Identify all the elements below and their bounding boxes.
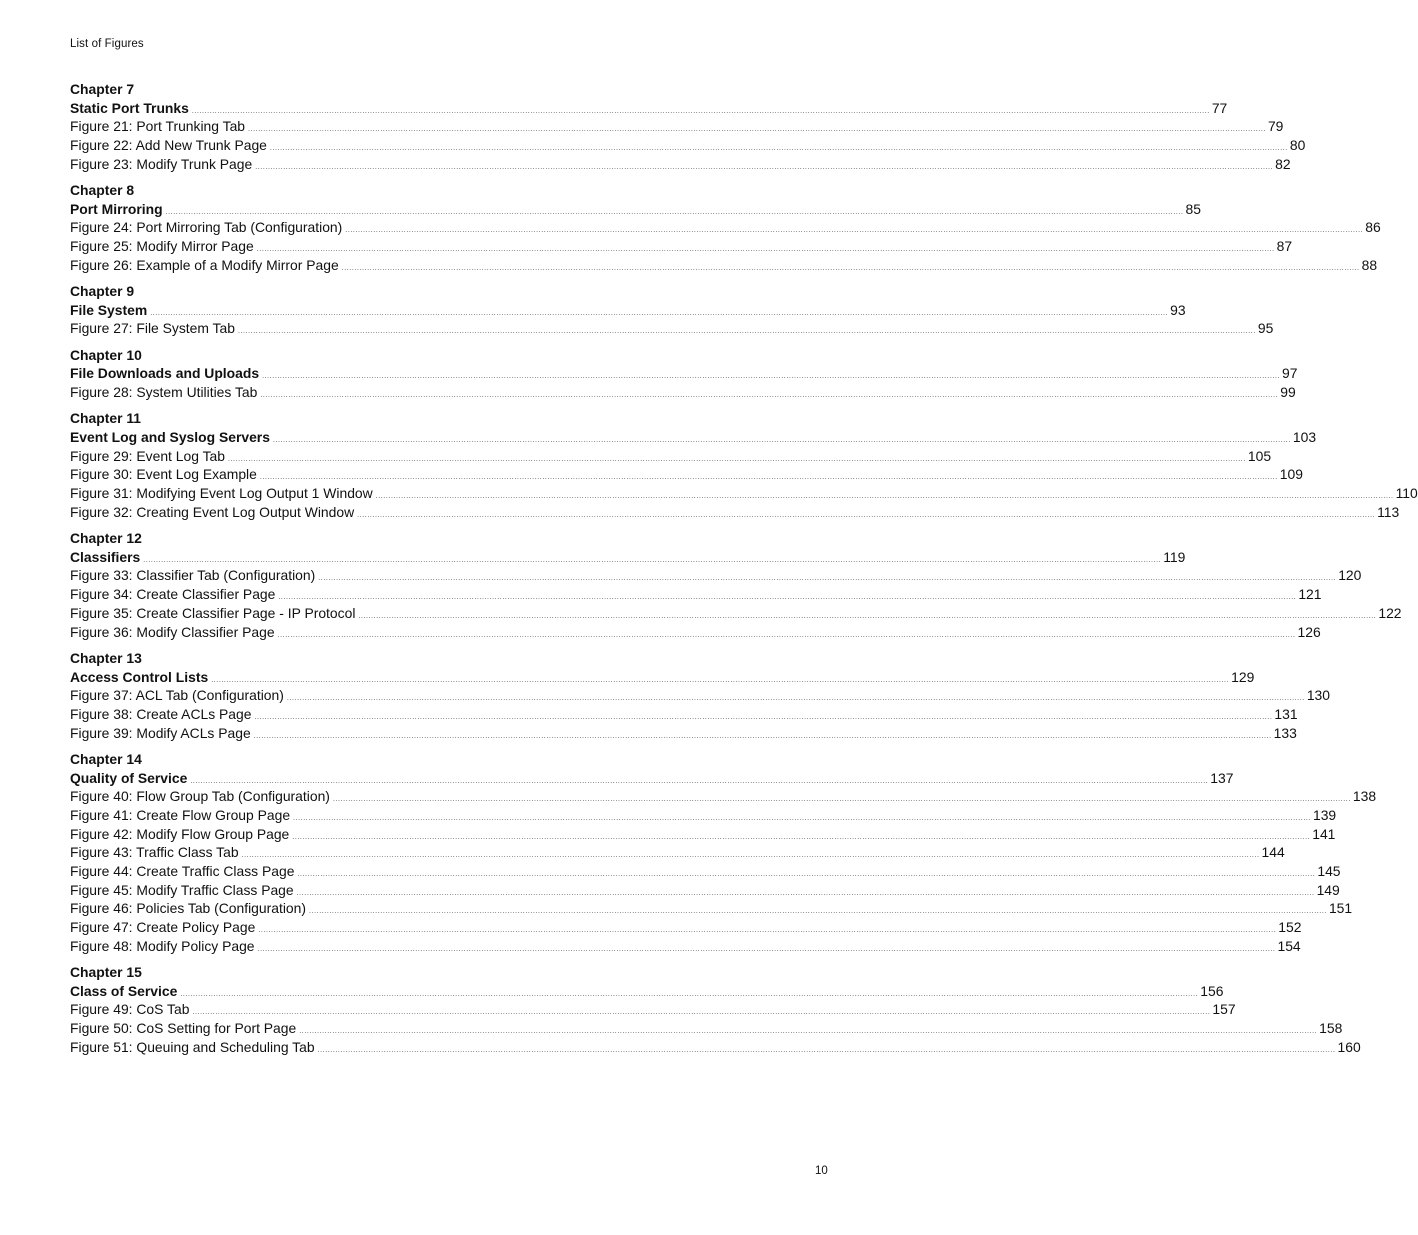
figure-entry[interactable] [70, 686, 1331, 705]
figure-entry[interactable] [70, 843, 1285, 862]
figure-caption: Figure 51: Queuing and Scheduling Tab [70, 1038, 315, 1055]
page-reference: 97 [1282, 365, 1298, 382]
figure-caption: Figure 48: Modify Policy Page [70, 937, 255, 954]
dot-leader: ................................................................................................................................................................................................................................................................................................................................................................................................................ [332, 796, 1351, 804]
page-reference: 105 [1247, 447, 1272, 464]
page-reference: 131 [1274, 705, 1298, 722]
chapter-label: Chapter 14 [70, 750, 142, 767]
figure-caption: Figure 24: Port Mirroring Tab (Configuration) [70, 219, 343, 236]
figure-entry[interactable] [70, 447, 1272, 466]
chapter-title-entry[interactable] [70, 769, 1234, 788]
page-reference: 126 [1297, 623, 1321, 640]
page-reference: 149 [1316, 881, 1340, 898]
dot-leader: ................................................................................................................................................................................................................................................................................................................................................................................................................ [317, 1046, 1336, 1054]
dot-leader: ................................................................................................................................................................................................................................................................................................................................................................................................................ [192, 1009, 1211, 1017]
figure-entry[interactable] [70, 484, 1418, 503]
chapter-label: Chapter 9 [70, 283, 135, 300]
figure-caption: Figure 36: Modify Classifier Page [70, 623, 275, 640]
chapter-title: Static Port Trunks [70, 99, 189, 116]
page-reference: 99 [1280, 384, 1296, 401]
dot-leader: ................................................................................................................................................................................................................................................................................................................................................................................................................ [358, 612, 1377, 620]
page-reference: 151 [1328, 900, 1353, 917]
page-reference: 133 [1273, 724, 1297, 741]
page-reference: 121 [1298, 586, 1322, 603]
chapter-title: Access Control Lists [70, 668, 209, 685]
dot-leader: ................................................................................................................................................................................................................................................................................................................................................................................................................ [277, 631, 1296, 639]
dot-leader: ................................................................................................................................................................................................................................................................................................................................................................................................................ [278, 594, 1297, 602]
chapter-block [70, 409, 1418, 521]
dot-leader: ................................................................................................................................................................................................................................................................................................................................................................................................................ [227, 455, 1246, 463]
dot-leader: ................................................................................................................................................................................................................................................................................................................................................................................................................ [297, 870, 1316, 878]
page-reference: 152 [1278, 919, 1302, 936]
figure-caption: Figure 45: Modify Traffic Class Page [70, 881, 294, 898]
chapter-label: Chapter 13 [70, 649, 142, 666]
page-reference: 79 [1267, 118, 1284, 135]
figure-caption: Figure 41: Create Flow Group Page [70, 806, 291, 823]
figure-caption: Figure 33: Classifier Tab (Configuration) [70, 567, 316, 584]
figure-entry[interactable] [70, 1019, 1343, 1038]
dot-leader: ................................................................................................................................................................................................................................................................................................................................................................................................................ [190, 777, 1209, 785]
dot-leader: ................................................................................................................................................................................................................................................................................................................................................................................................................ [241, 852, 1260, 860]
page-reference: 95 [1257, 320, 1274, 337]
page-reference: 119 [1163, 548, 1186, 565]
page-reference: 85 [1185, 200, 1201, 217]
figure-caption: Figure 31: Modifying Event Log Output 1 Window [70, 485, 373, 502]
chapter-block [70, 282, 1274, 338]
page-reference: 154 [1277, 937, 1301, 954]
figure-caption: Figure 43: Traffic Class Tab [70, 844, 239, 861]
figure-entry[interactable] [70, 1038, 1361, 1057]
figure-entry[interactable] [70, 862, 1341, 881]
page-reference: 141 [1312, 825, 1336, 842]
dot-leader: ................................................................................................................................................................................................................................................................................................................................................................................................................ [292, 833, 1311, 841]
figure-entry[interactable] [70, 136, 1306, 155]
dot-leader: ................................................................................................................................................................................................................................................................................................................................................................................................................ [293, 814, 1311, 822]
dot-leader: ................................................................................................................................................................................................................................................................................................................................................................................................................ [341, 264, 1360, 272]
dot-leader: ................................................................................................................................................................................................................................................................................................................................................................................................................ [286, 695, 1305, 703]
page-reference: 86 [1365, 219, 1381, 236]
dot-leader: ................................................................................................................................................................................................................................................................................................................................................................................................................ [143, 556, 1162, 564]
chapter-title-entry[interactable] [70, 99, 1228, 118]
dot-leader: ................................................................................................................................................................................................................................................................................................................................................................................................................ [272, 437, 1291, 445]
figure-entry[interactable] [70, 117, 1284, 136]
page-reference: 77 [1211, 99, 1228, 116]
figure-caption: Figure 22: Add New Trunk Page [70, 137, 267, 154]
figure-caption: Figure 32: Creating Event Log Output Window [70, 503, 355, 520]
figure-caption: Figure 23: Modify Trunk Page [70, 155, 253, 172]
figure-entry[interactable] [70, 585, 1322, 604]
figure-caption: Figure 29: Event Log Tab [70, 447, 225, 464]
page-reference: 93 [1170, 301, 1186, 318]
figure-caption: Figure 34: Create Classifier Page [70, 586, 276, 603]
figure-entry[interactable] [70, 825, 1336, 844]
figure-caption: Figure 50: CoS Setting for Port Page [70, 1020, 297, 1037]
page-reference: 137 [1210, 769, 1234, 786]
chapter-title-entry[interactable] [70, 200, 1201, 219]
chapter-title-entry[interactable] [70, 428, 1317, 447]
figure-caption: Figure 27: File System Tab [70, 320, 235, 337]
page-reference: 103 [1292, 429, 1317, 446]
figure-entry[interactable] [70, 937, 1301, 956]
figure-caption: Figure 26: Example of a Modify Mirror Page [70, 256, 339, 273]
chapter-title-entry[interactable] [70, 982, 1224, 1001]
page-reference: 129 [1231, 668, 1255, 685]
chapter-label: Chapter 11 [70, 410, 142, 427]
figure-entry[interactable] [70, 218, 1381, 237]
figure-caption: Figure 30: Event Log Example [70, 466, 257, 483]
dot-leader: ................................................................................................................................................................................................................................................................................................................................................................................................................ [259, 474, 1278, 482]
chapter-title: File Downloads and Uploads [70, 365, 260, 382]
chapter-title: Port Mirroring [70, 200, 163, 217]
figure-entry[interactable] [70, 319, 1274, 338]
figure-entry[interactable] [70, 724, 1297, 743]
page-reference: 113 [1377, 503, 1400, 520]
figure-entry[interactable] [70, 503, 1400, 522]
dot-leader: ................................................................................................................................................................................................................................................................................................................................................................................................................ [262, 373, 1281, 381]
page-reference: 88 [1361, 256, 1378, 273]
figure-caption: Figure 47: Create Policy Page [70, 919, 256, 936]
dot-leader: ................................................................................................................................................................................................................................................................................................................................................................................................................ [165, 208, 1184, 216]
dot-leader: ................................................................................................................................................................................................................................................................................................................................................................................................................ [180, 990, 1199, 998]
figure-entry[interactable] [70, 918, 1302, 937]
page-reference: 139 [1312, 806, 1337, 823]
chapter-block [70, 750, 1377, 956]
chapter-block [70, 181, 1381, 274]
chapter-title: Event Log and Syslog Servers [70, 429, 270, 446]
figure-entry[interactable] [70, 256, 1378, 275]
dot-leader: ................................................................................................................................................................................................................................................................................................................................................................................................................ [345, 227, 1364, 235]
running-header: List of Figures [70, 38, 144, 50]
page-reference: 144 [1261, 844, 1285, 861]
figure-caption: Figure 37: ACL Tab (Configuration) [70, 687, 284, 704]
page-reference: 157 [1212, 1001, 1236, 1018]
dot-leader: ................................................................................................................................................................................................................................................................................................................................................................................................................ [256, 246, 1275, 254]
page-reference: 158 [1319, 1020, 1343, 1037]
page-reference: 130 [1306, 687, 1331, 704]
chapter-title: Class of Service [70, 982, 178, 999]
dot-leader: ................................................................................................................................................................................................................................................................................................................................................................................................................ [254, 713, 1273, 721]
dot-leader: ................................................................................................................................................................................................................................................................................................................................................................................................................ [150, 309, 1169, 317]
figure-caption: Figure 49: CoS Tab [70, 1001, 190, 1018]
chapter-title: Quality of Service [70, 769, 188, 786]
chapter-label: Chapter 15 [70, 964, 142, 980]
figure-caption: Figure 40: Flow Group Tab (Configuration) [70, 788, 330, 805]
dot-leader: ................................................................................................................................................................................................................................................................................................................................................................................................................ [257, 945, 1276, 953]
dot-leader: ................................................................................................................................................................................................................................................................................................................................................................................................................ [318, 575, 1337, 583]
figure-caption: Figure 38: Create ACLs Page [70, 705, 252, 722]
chapter-block [70, 346, 1298, 402]
page-reference: 122 [1378, 604, 1402, 621]
figure-entry[interactable] [70, 623, 1321, 642]
chapter-label: Chapter 12 [70, 530, 142, 547]
figure-caption: Figure 21: Port Trunking Tab [70, 118, 246, 135]
figure-entry[interactable] [70, 705, 1298, 724]
page-reference: 82 [1275, 155, 1291, 172]
figure-caption: Figure 46: Policies Tab (Configuration) [70, 900, 307, 917]
chapter-label: Chapter 10 [70, 346, 142, 363]
dot-leader: ................................................................................................................................................................................................................................................................................................................................................................................................................ [248, 126, 1266, 134]
page-reference: 138 [1352, 788, 1377, 805]
figure-caption: Figure 44: Create Traffic Class Page [70, 862, 295, 879]
dot-leader: ................................................................................................................................................................................................................................................................................................................................................................................................................ [253, 732, 1272, 740]
page-reference: 80 [1289, 137, 1306, 154]
figure-caption: Figure 35: Create Classifier Page - IP Protocol [70, 604, 356, 621]
figure-caption: Figure 39: Modify ACLs Page [70, 724, 251, 741]
page-reference: 87 [1276, 238, 1293, 255]
chapter-block [70, 963, 1361, 1056]
chapter-title-entry[interactable] [70, 301, 1186, 320]
page-reference: 109 [1279, 466, 1303, 483]
figure-entry[interactable] [70, 155, 1291, 174]
figure-caption: Figure 25: Modify Mirror Page [70, 238, 254, 255]
chapter-title-entry[interactable] [70, 668, 1255, 687]
dot-leader: ................................................................................................................................................................................................................................................................................................................................................................................................................ [237, 328, 1256, 336]
chapter-block [70, 80, 1306, 173]
dot-leader: ................................................................................................................................................................................................................................................................................................................................................................................................................ [255, 163, 1274, 171]
figure-entry[interactable] [70, 566, 1362, 585]
dot-leader: ................................................................................................................................................................................................................................................................................................................................................................................................................ [309, 908, 1327, 916]
figure-entry[interactable] [70, 881, 1340, 900]
dot-leader: ................................................................................................................................................................................................................................................................................................................................................................................................................ [357, 511, 1376, 519]
dot-leader: ................................................................................................................................................................................................................................................................................................................................................................................................................ [260, 392, 1279, 400]
dot-leader: ................................................................................................................................................................................................................................................................................................................................................................................................................ [299, 1028, 1318, 1036]
dot-leader: ................................................................................................................................................................................................................................................................................................................................................................................................................ [191, 107, 1210, 115]
dot-leader: ................................................................................................................................................................................................................................................................................................................................................................................................................ [211, 676, 1230, 684]
page-reference: 145 [1317, 862, 1341, 879]
chapter-label: Chapter 7 [70, 81, 135, 97]
chapter-title: Classifiers [70, 548, 141, 565]
dot-leader: ................................................................................................................................................................................................................................................................................................................................................................................................................ [296, 889, 1315, 897]
dot-leader: ................................................................................................................................................................................................................................................................................................................................................................................................................ [375, 493, 1394, 501]
figure-caption: Figure 28: System Utilities Tab [70, 384, 258, 401]
chapter-label: Chapter 8 [70, 182, 135, 199]
figure-entry[interactable] [70, 1000, 1236, 1019]
chapter-block [70, 529, 1402, 641]
page-number: 10 [815, 1165, 828, 1177]
figure-entry[interactable] [70, 237, 1293, 256]
figure-caption: Figure 42: Modify Flow Group Page [70, 825, 290, 842]
chapter-title-entry[interactable] [70, 364, 1298, 383]
chapter-block [70, 649, 1331, 742]
page-reference: 110 [1395, 485, 1418, 502]
figure-entry[interactable] [70, 604, 1402, 623]
figure-entry[interactable] [70, 899, 1353, 918]
dot-leader: ................................................................................................................................................................................................................................................................................................................................................................................................................ [269, 145, 1288, 153]
list-of-figures [70, 80, 1418, 1064]
figure-entry[interactable] [70, 787, 1377, 806]
page-reference: 156 [1200, 982, 1224, 999]
figure-entry[interactable] [70, 383, 1296, 402]
page-reference: 160 [1337, 1038, 1361, 1055]
page-reference: 120 [1338, 567, 1362, 584]
dot-leader: ................................................................................................................................................................................................................................................................................................................................................................................................................ [258, 927, 1277, 935]
figure-entry[interactable] [70, 465, 1303, 484]
figure-entry[interactable] [70, 806, 1337, 825]
chapter-title: File System [70, 301, 148, 318]
chapter-title-entry[interactable] [70, 548, 1186, 567]
